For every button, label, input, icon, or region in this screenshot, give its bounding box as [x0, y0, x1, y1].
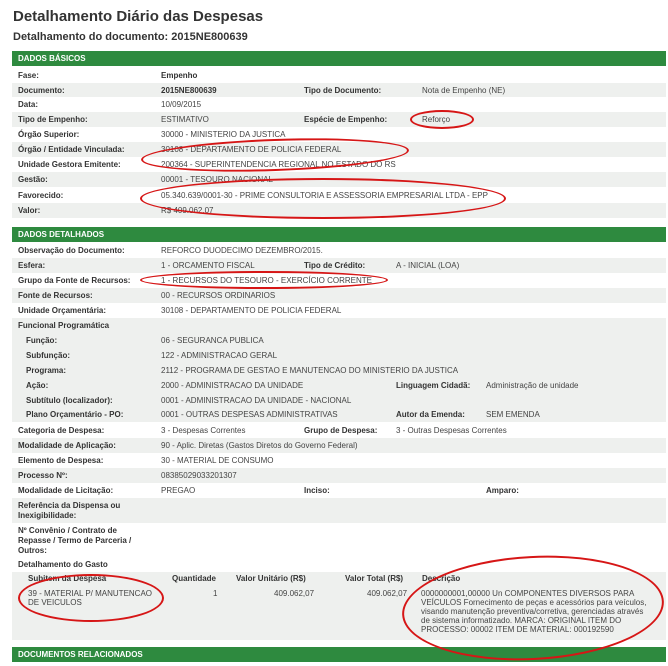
row-convenio	[12, 523, 666, 556]
td-subitem-line1: 39 - MATERIAL P/ MANUTENCAO	[28, 589, 153, 598]
tipo-credito-label: Tipo de Crédito:	[304, 261, 366, 270]
annotation-ellipse-favorecido	[140, 178, 506, 219]
row-observacao	[12, 243, 666, 258]
gestao-value: 00001 - TESOURO NACIONAL	[161, 175, 273, 184]
row-licitacao	[12, 483, 666, 498]
tipo-documento-value: Nota de Empenho (NE)	[422, 86, 506, 95]
convenio-label-line1: Nº Convênio / Contrato de	[18, 526, 117, 535]
modalidade-label: Modalidade de Aplicação:	[18, 441, 116, 450]
row-data	[12, 97, 666, 112]
row-fonte	[12, 288, 666, 303]
esfera-value: 1 - ORCAMENTO FISCAL	[161, 261, 255, 270]
programa-label: Programa:	[26, 366, 67, 375]
fonte-label: Fonte de Recursos:	[18, 291, 93, 300]
tipo-credito-value: A - INICIAL (LOA)	[396, 261, 460, 270]
subtitulo-label: Subtítulo (localizador):	[26, 396, 113, 405]
programa-value: 2112 - PROGRAMA DE GESTAO E MANUTENCAO DO MINISTERIO DA JUSTICA	[161, 366, 459, 375]
th-subitem: Subitem da Despesa	[28, 574, 107, 583]
favorecido-value: 05.340.639/0001-30 - PRIME CONSULTORIA E ASSESSORIA EMPRESARIAL LTDA - EPP	[161, 191, 488, 200]
observacao-label: Observação do Documento:	[18, 246, 125, 255]
tipo-documento-label: Tipo de Documento:	[304, 86, 382, 95]
td-valor-unitario: 409.062,07	[274, 589, 315, 598]
funcao-value: 06 - SEGURANCA PUBLICA	[161, 336, 264, 345]
orgao-superior-label: Órgão Superior:	[18, 130, 80, 139]
funcional-label: Funcional Programática	[18, 321, 110, 330]
observacao-value: REFORCO DUODECIMO DEZEMBRO/2015.	[161, 246, 323, 255]
fonte-value: 00 - RECURSOS ORDINARIOS	[161, 291, 276, 300]
referencia-label	[18, 501, 120, 521]
row-documento	[12, 83, 666, 98]
licitacao-label: Modalidade de Licitação:	[18, 486, 114, 495]
tipo-empenho-label: Tipo de Empenho:	[18, 115, 88, 124]
autor-label: Autor da Emenda:	[396, 410, 465, 419]
amparo-label: Amparo:	[486, 486, 519, 495]
tipo-empenho-value: ESTIMATIVO	[161, 115, 209, 124]
row-categoria	[12, 423, 666, 438]
especie-value: Reforço	[422, 115, 451, 124]
page-title: Detalhamento Diário das Despesas	[13, 8, 264, 25]
row-subfuncao	[12, 348, 666, 363]
row-funcional	[12, 318, 666, 333]
section-dados-basicos: DADOS BÁSICOS	[12, 51, 666, 66]
th-valor-total: Valor Total (R$)	[345, 574, 404, 583]
unidade-orc-value: 30108 - DEPARTAMENTO DE POLICIA FEDERAL	[161, 306, 342, 315]
row-programa	[12, 363, 666, 378]
referencia-label-line2: Inexigibilidade:	[18, 511, 77, 520]
document-number: 2015NE800639	[171, 31, 248, 43]
td-descricao-line1: 0000000001,00000 Un COMPONENTES DIVERSOS PARA	[421, 589, 635, 598]
th-descricao: Descrição	[422, 574, 461, 583]
annotation-ellipse-especie	[410, 110, 474, 129]
valor-label: Valor:	[18, 206, 41, 215]
row-modalidade	[12, 438, 666, 453]
plano-label: Plano Orçamentário - PO:	[26, 410, 124, 419]
td-descricao-line3: visando manutenção preventiva/corretiva, gerenciadas através	[421, 607, 644, 616]
row-unidade-orcamentaria	[12, 303, 666, 318]
annotation-ellipse-fonte	[140, 271, 388, 289]
orgao-vinculada-label: Órgão / Entidade Vinculada:	[18, 145, 125, 154]
td-descricao-line5: PROCESSO: 00002 ITEM DE MATERIAL: 000192590	[421, 625, 614, 634]
licitacao-value: PREGAO	[161, 486, 196, 495]
linguagem-value: Administração de unidade	[486, 381, 579, 390]
row-esfera	[12, 258, 666, 273]
unidade-gestora-value: 200364 - SUPERINTENDENCIA REGIONAL NO ESTADO DO RS	[161, 160, 396, 169]
elemento-value: 30 - MATERIAL DE CONSUMO	[161, 456, 274, 465]
row-elemento	[12, 453, 666, 468]
td-descricao-line2: VEÍCULOS Fornecimento de peças e acessórios para veículos,	[421, 598, 647, 607]
modalidade-value: 90 - Aplic. Diretas (Gastos Diretos do Governo Federal)	[161, 441, 358, 450]
td-quantidade: 1	[213, 589, 218, 598]
favorecido-label: Favorecido:	[18, 191, 64, 200]
grupo-despesa-value: 3 - Outras Despesas Correntes	[396, 426, 507, 435]
orgao-superior-value: 30000 - MINISTERIO DA JUSTICA	[161, 130, 286, 139]
plano-value: 0001 - OUTRAS DESPESAS ADMINISTRATIVAS	[161, 410, 338, 419]
data-value: 10/09/2015	[161, 100, 202, 109]
row-subtitulo	[12, 393, 666, 408]
td-valor-total: 409.062,07	[367, 589, 408, 598]
subfuncao-value: 122 - ADMINISTRACAO GERAL	[161, 351, 278, 360]
th-valor-unitario: Valor Unitário (R$)	[236, 574, 306, 583]
fase-label: Fase:	[18, 71, 39, 80]
row-processo	[12, 468, 666, 483]
documento-label: Documento:	[18, 86, 65, 95]
section-dados-detalhados: DADOS DETALHADOS	[12, 227, 666, 242]
linguagem-label: Linguagem Cidadã:	[396, 381, 471, 390]
gestao-label: Gestão:	[18, 175, 48, 184]
row-fase	[12, 68, 666, 83]
processo-label: Processo Nº:	[18, 471, 68, 480]
unidade-orc-label: Unidade Orçamentária:	[18, 306, 107, 315]
funcao-label: Função:	[26, 336, 58, 345]
valor-value: R$ 409.062,07	[161, 206, 214, 215]
unidade-gestora-label: Unidade Gestora Emitente:	[18, 160, 121, 169]
subtitle-label: Detalhamento do documento:	[13, 31, 169, 43]
grupo-fonte-label: Grupo da Fonte de Recursos:	[18, 276, 131, 285]
autor-value: SEM EMENDA	[486, 410, 540, 419]
row-tipo-empenho	[12, 112, 666, 127]
convenio-label	[18, 526, 131, 556]
convenio-label-line2: Repasse / Termo de Parceria /	[18, 536, 132, 545]
grupo-fonte-value: 1 - RECURSOS DO TESOURO - EXERCÍCIO CORRENTE	[161, 276, 372, 285]
detalhamento-label: Detalhamento do Gasto	[18, 560, 108, 569]
esfera-label: Esfera:	[18, 261, 46, 270]
data-label: Data:	[18, 100, 39, 109]
inciso-label: Inciso:	[304, 486, 330, 495]
categoria-label: Categoria de Despesa:	[18, 426, 105, 435]
categoria-value: 3 - Despesas Correntes	[161, 426, 246, 435]
subtitulo-value: 0001 - ADMINISTRACAO DA UNIDADE - NACIONAL	[161, 396, 352, 405]
row-funcao	[12, 333, 666, 348]
row-plano	[12, 407, 666, 422]
elemento-label: Elemento de Despesa:	[18, 456, 104, 465]
documento-value: 2015NE800639	[161, 86, 217, 95]
document-subtitle	[13, 31, 248, 43]
annotation-ellipse-subitem	[18, 574, 164, 622]
section-documentos-relacionados: DOCUMENTOS RELACIONADOS	[12, 647, 666, 662]
especie-label: Espécie de Empenho:	[304, 115, 388, 124]
td-descricao-line4: de sistema informatizado. MARCA: ORIGINAL ITEM DO	[421, 616, 622, 625]
processo-value: 08385029033201307	[161, 471, 237, 480]
grupo-despesa-label: Grupo de Despesa:	[304, 426, 378, 435]
row-referencia	[12, 498, 666, 523]
referencia-label-line1: Referência da Dispensa ou	[18, 501, 121, 510]
convenio-label-line3: Outros:	[18, 546, 47, 555]
orgao-vinculada-value: 30108 - DEPARTAMENTO DE POLICIA FEDERAL	[161, 145, 342, 154]
acao-value: 2000 - ADMINISTRACAO DA UNIDADE	[161, 381, 304, 390]
row-acao	[12, 378, 666, 393]
th-quantidade: Quantidade	[172, 574, 217, 583]
subfuncao-label: Subfunção:	[26, 351, 70, 360]
acao-label: Ação:	[26, 381, 49, 390]
fase-value: Empenho	[161, 71, 198, 80]
td-subitem-line2: DE VEICULOS	[28, 598, 82, 607]
